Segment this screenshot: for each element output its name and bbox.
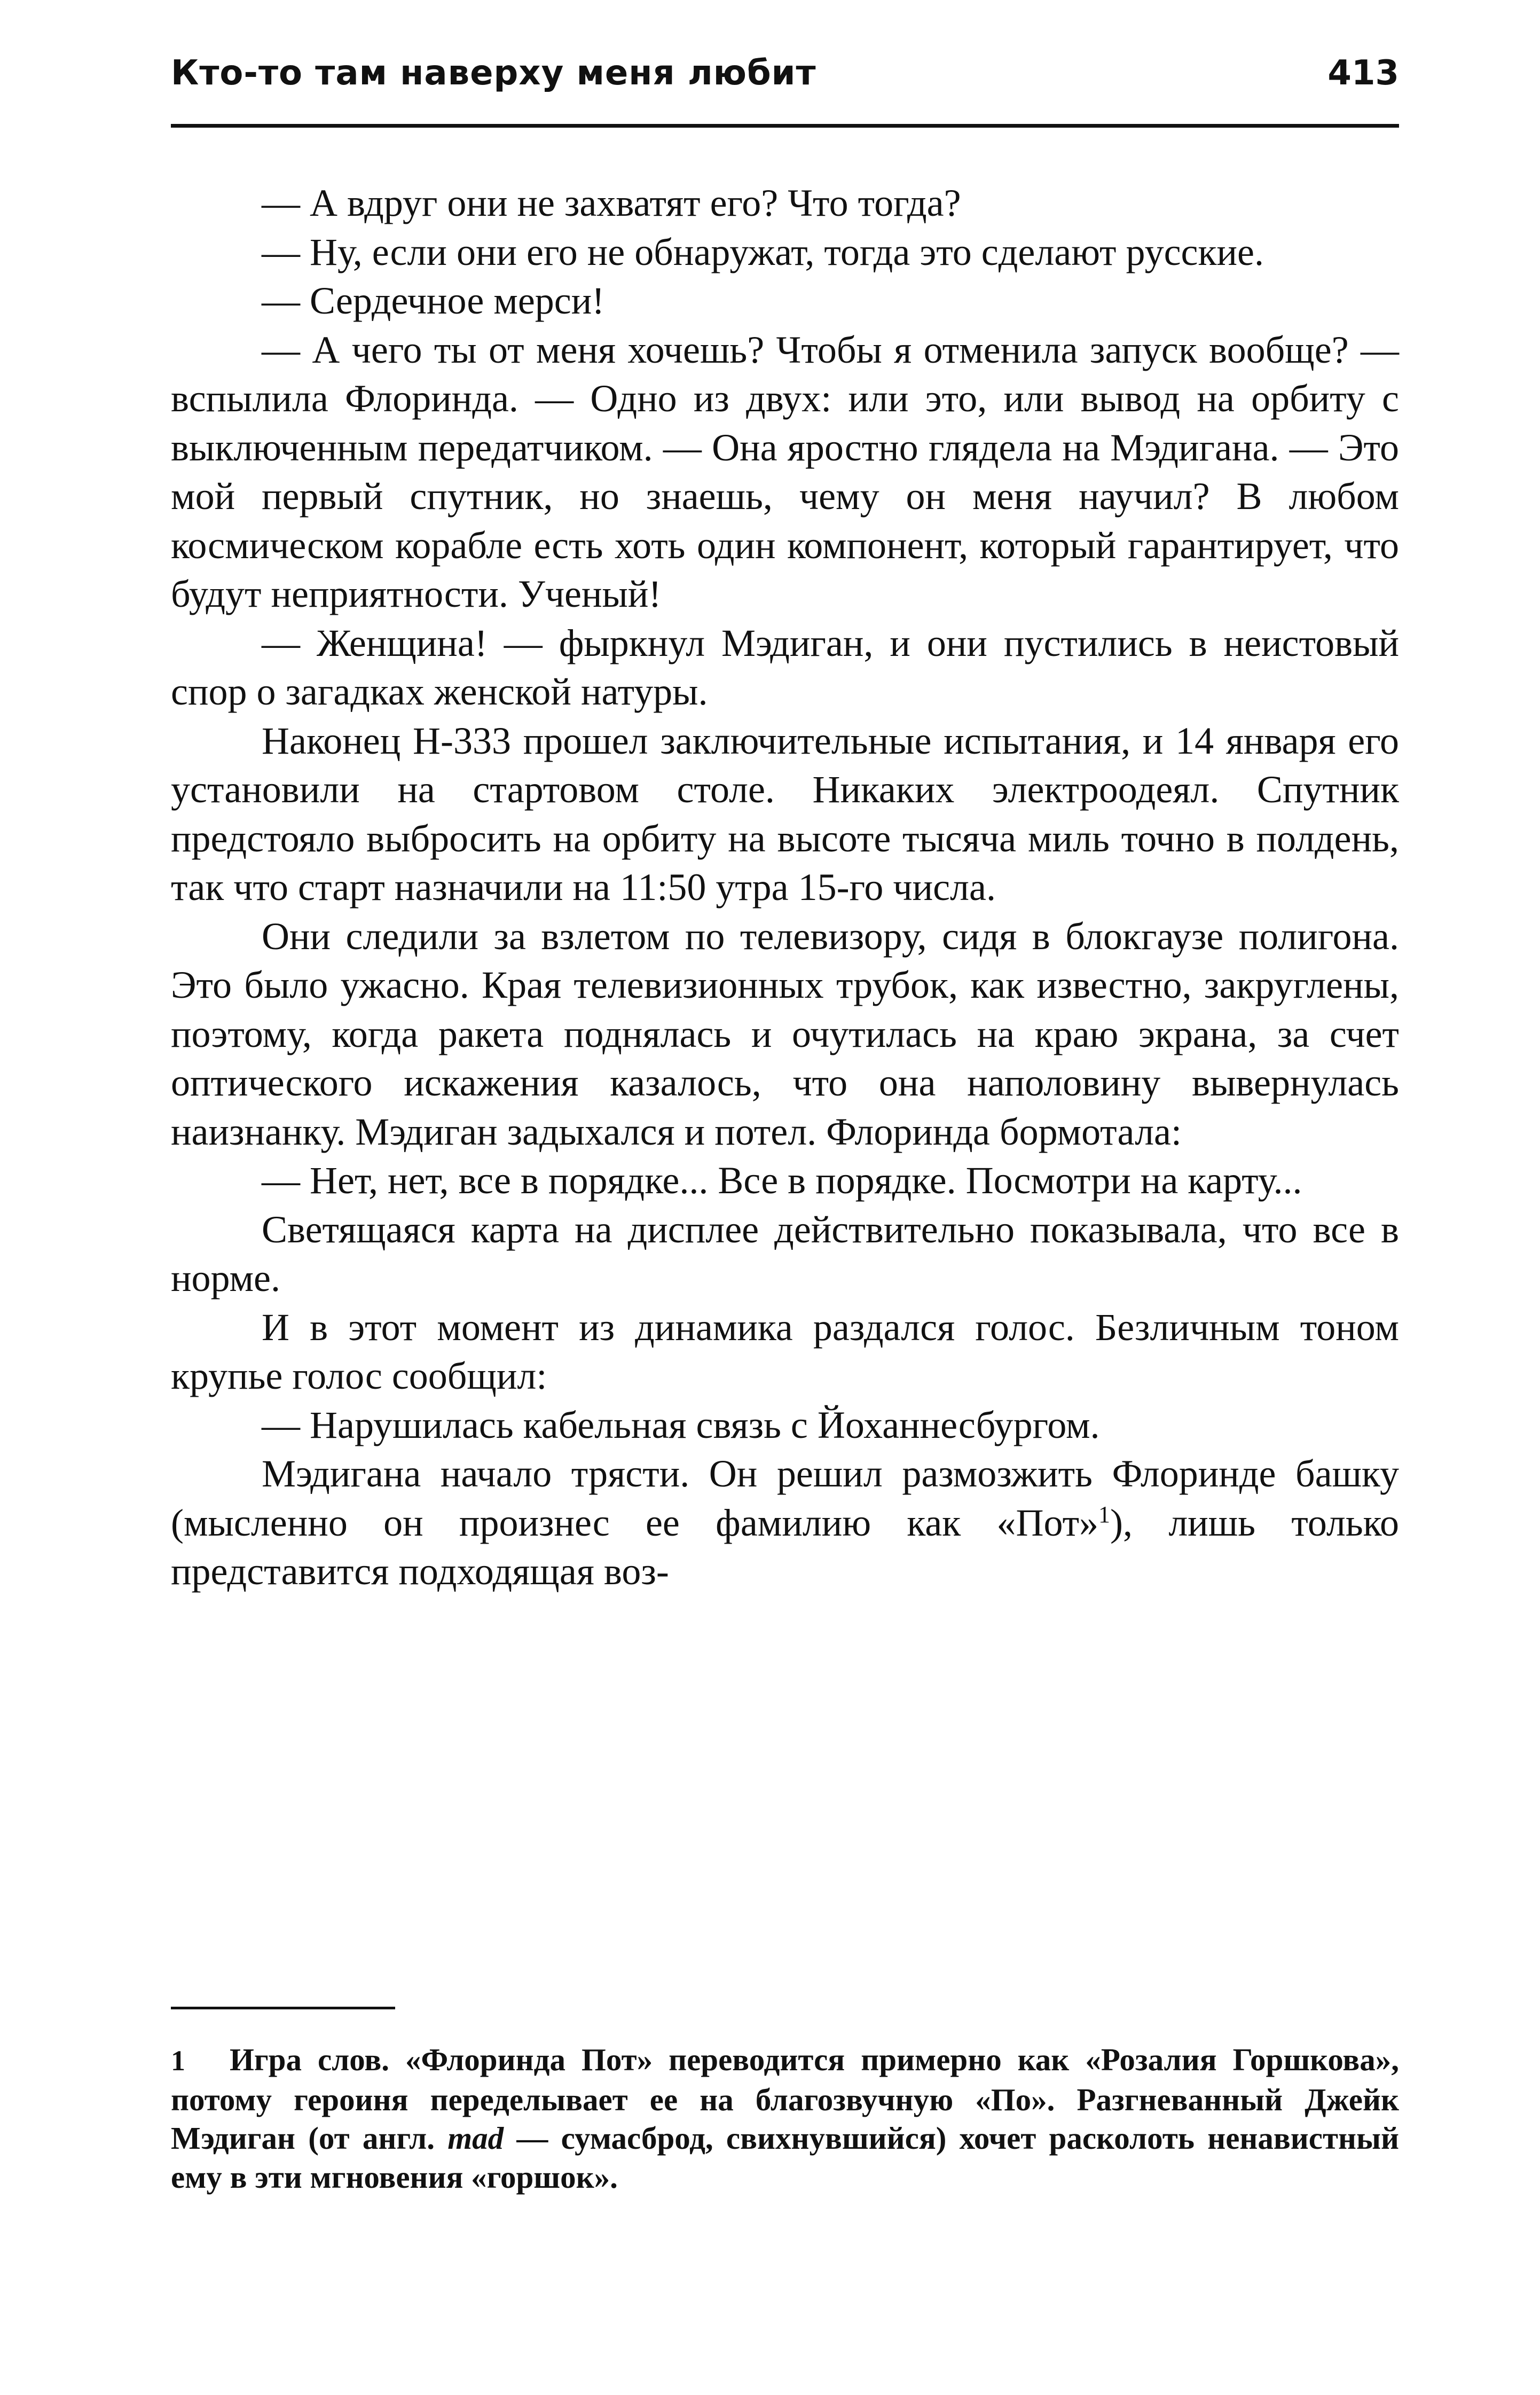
paragraph-text-start: Мэдигана начало трясти. Он решил размозжить Флоринде башку (мысленно он произнес ее фамилию как «Пот» xyxy=(171,1452,1399,1544)
paragraph: — Сердечное мерси! xyxy=(262,279,605,322)
paragraph: — Нет, нет, все в порядке... Все в порядке. Посмотри на карту... xyxy=(262,1159,1302,1202)
paragraph: — А вдруг они не захватят его? Что тогда? xyxy=(262,182,961,224)
paragraph: И в этот момент из динамика раздался голос. Безличным тоном крупье голос сообщил: xyxy=(171,1305,1399,1397)
footnote-emphasis: mad xyxy=(447,2120,504,2156)
paragraph: Они следили за взлетом по телевизору, сидя в блокгаузе полигона. Это было ужасно. Края телевизионных трубок, как известно, закруглены, поэтому, когда ракета поднялась и очутилась на краю экрана, за счет оптического искажения казалось, что она наполовину вывернулась наизнанку. Мэдиган задыхался и потел. Флоринда бормотала: xyxy=(171,914,1399,1153)
footnote-rule xyxy=(171,2007,395,2009)
footnote-text-start: Игра слов. «Флоринда Пот» переводится примерно как «Розалия Горшкова», потому героиня переделывает ее на благозвучную «По». Разгневанный Джейк Мэдиган (от англ. xyxy=(171,2042,1399,2156)
paragraph: — Женщина! — фыркнул Мэдиган, и они пустились в неистовый спор о загадках женской натуры. xyxy=(171,621,1399,713)
paragraph: — Нарушилась кабельная связь с Йоханнесбургом. xyxy=(262,1403,1100,1446)
header-rule xyxy=(171,124,1399,128)
running-title: Кто-то там наверху меня любит xyxy=(171,53,816,93)
paragraph: Светящаяся карта на дисплее действительно показывала, что все в норме. xyxy=(171,1208,1399,1300)
page-number: 413 xyxy=(1327,53,1399,93)
paragraph: — Ну, если они его не обнаружат, тогда это сделают русские. xyxy=(262,230,1264,273)
main-text xyxy=(171,179,1399,1596)
footnote-reference: 1 xyxy=(1098,1501,1111,1528)
footnote-marker: 1 xyxy=(171,2045,185,2077)
footnote xyxy=(171,2040,1399,2196)
footnote-text-end: — сумасброд, свихнувшийся) хочет расколоть ненавистный ему в эти мгновения «горшок». xyxy=(171,2120,1400,2195)
paragraph-text-end: ), лишь только представится подходящая воз- xyxy=(171,1501,1399,1593)
footnote-text xyxy=(171,2040,1399,2196)
paragraph: Наконец Н-333 прошел заключительные испытания, и 14 января его установили на стартовом столе. Никаких электроодеял. Спутник предстояло выбросить на орбиту на высоте тысяча миль точно в полдень, так что старт назначили на 11:50 утра 15-го числа. xyxy=(171,719,1399,909)
paragraph: — А чего ты от меня хочешь? Чтобы я отменила запуск вообще? — вспылила Флоринда. — Одно из двух: или это, или вывод на орбиту с выключенным передатчиком. — Она яростно глядела на Мэдигана. — Это мой первый спутник, но знаешь, чему он меня научил? В любом космическом корабле есть хоть один компонент, который гарантирует, что будут неприятности. Ученый! xyxy=(171,328,1399,615)
paragraph-with-footnote-ref xyxy=(171,1450,1399,1596)
page-header xyxy=(171,53,1399,123)
